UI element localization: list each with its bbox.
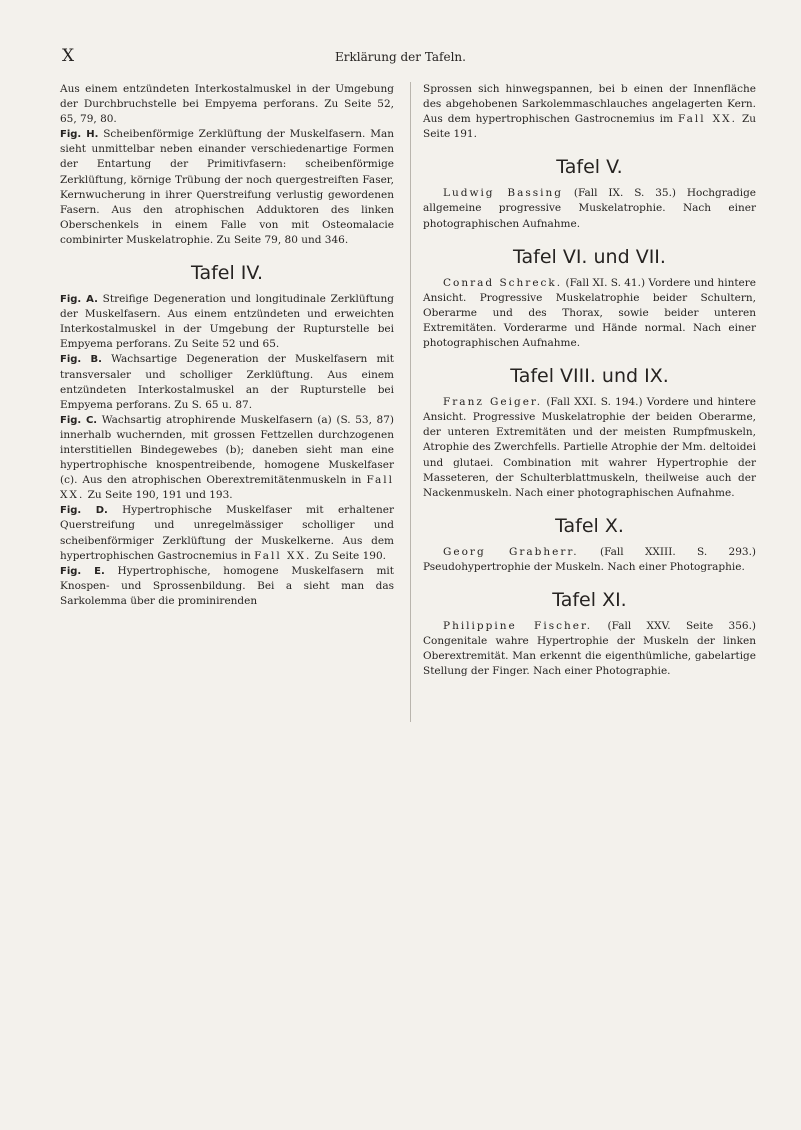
fig-a-text: Streifige Degeneration und longitudinale Zerklüftung der Muskelfasern. Aus einem entzündeten und erweichten Interkostalmuskel in der Umgebung der Rupturstelle bei Empyema perforans. Zu Seite 52 und 65.: [60, 293, 394, 351]
tafel-vi-vii-text: (Fall XI. S. 41.) Vordere und hintere Ansicht. Progressive Muskelatrophie beider Schultern, Oberarme und des Thorax, sowie beider unteren Extremitäten. Vorderarme und Hände normal. Nach einer photographischen Aufnahme.: [423, 276, 756, 350]
continuation-text: Sprossen sich hinwegspannen, bei b einen der Innenfläche des abgehobenen Sarkolemmaschlauches angelagerten Kern. Aus dem hypertrophischen Gastrocnemius im: [423, 83, 756, 126]
fig-b-entry: [60, 352, 394, 412]
tafel-v-text: (Fall IX. S. 35.) Hochgradige allgemeine progressive Muskelatrophie. Nach einer photographischen Aufnahme.: [423, 187, 756, 230]
tafel-viii-ix-text: (Fall XXI. S. 194.) Vordere und hintere Ansicht. Progressive Muskelatrophie der beiden Oberarme, der unteren Extremitäten und der meisten Rumpfmuskeln, Atrophie des Zwerchfells. Partielle Atrophie der Mm. deltoidei und glutaei. Combination mit wahrer Hypertrophie der Masseteren, der Schulterblattmuskeln, theilweise auch der Nackenmuskeln. Nach einer photographischen Aufnahme.: [423, 396, 757, 499]
tafel-vi-vii-name: Conrad Schreck.: [443, 276, 563, 289]
tafel-viii-ix-name: Franz Geiger.: [443, 396, 543, 409]
tafel-xi-text: (Fall XXV. Seite 356.) Congenitale wahre Hypertrophie der Muskeln der linken Oberextremität. Man erkennt die eigenthümliche, gabelartige Stellung der Finger. Nach einer Photographie.: [423, 619, 757, 678]
continuation-paragraph: [423, 82, 756, 142]
fig-c-pages: Zu Seite 190, 191 und 193.: [87, 489, 233, 502]
tafel-x-text: (Fall XXIII. S. 293.) Pseudohypertrophie der Muskeln. Nach einer Photographie.: [423, 545, 757, 573]
fig-d-text: Hypertrophische Muskelfaser mit erhaltener Querstreifung und unregelmässiger scholliger und scheibenförmiger Zerklüftung der Muskelkerne. Aus dem hypertrophischen Gastrocnemius in: [60, 504, 395, 562]
fig-d-entry: [60, 503, 394, 563]
fig-e-label: Fig. E.: [60, 565, 105, 577]
tafel-vi-vii-entry: [423, 276, 756, 351]
fig-b-text: Wachsartige Degeneration der Muskelfasern mit transversaler und scholliger Zerklüftung. Aus einem entzündeten Interkostalmuskel an der Rupturstelle bei Empyema perforans. Zu S. 65 u. 87.: [60, 353, 394, 411]
fig-b-label: Fig. B.: [60, 354, 102, 366]
tafel-xi-entry: [423, 619, 756, 679]
tafel-xi-heading: Tafel XI.: [552, 588, 627, 611]
tafel-vi-vii-heading: Tafel VI. und VII.: [513, 245, 666, 268]
page-number: X: [62, 46, 75, 66]
fig-a-label: Fig. A.: [60, 294, 98, 306]
fig-d-case: Fall XX.: [254, 549, 312, 562]
fig-e-text: Hypertrophische, homogene Muskelfasern mit Knospen- und Sprossenbildung. Bei a sieht man das Sarkolemma über die prominirenden: [60, 564, 394, 607]
tafel-viii-ix-entry: [423, 395, 756, 501]
tafel-xi-name: Philippine Fischer.: [443, 619, 593, 632]
column-divider: [410, 82, 411, 722]
fig-c-case: Fall XX.: [60, 474, 394, 502]
tafel-v-heading: Tafel V.: [556, 156, 623, 179]
fig-h-label: Fig. H.: [60, 129, 99, 141]
continuation-case: Fall XX.: [678, 113, 737, 126]
fig-c-entry: [60, 413, 394, 504]
fig-a-entry: [60, 292, 394, 352]
fig-c-text: Wachsartig atrophirende Muskelfasern (a) (S. 53, 87) innerhalb wuchernden, mit grossen Fettzellen durchzogenen interstitiellen Bindegewebes (b); daneben sieht man eine hypertrophische knospentreibende, homogene Muskelfaser (c). Aus den atrophischen Oberextremitätenmuskeln in: [60, 413, 394, 487]
fig-h-entry: [60, 127, 394, 248]
tafel-v-entry: [423, 186, 756, 231]
tafel-v-name: Ludwig Bassing: [443, 187, 563, 200]
right-column: [423, 82, 756, 679]
intro-paragraph: Aus einem entzündeten Interkostalmuskel in der Umgebung der Durchbruchstelle bei Empyema perforans. Zu Seite 52, 65, 79, 80.: [60, 83, 394, 126]
tafel-x-name: Georg Grabherr.: [443, 545, 579, 558]
fig-c-label: Fig. C.: [60, 414, 98, 426]
tafel-x-heading: Tafel X.: [555, 514, 624, 537]
tafel-iv-heading: Tafel IV.: [191, 262, 263, 285]
tafel-viii-ix-heading: Tafel VIII. und IX.: [510, 365, 669, 388]
left-column: [60, 82, 394, 609]
fig-d-pages: Zu Seite 190.: [314, 549, 386, 562]
fig-h-text: Scheibenförmige Zerklüftung der Muskelfasern. Man sieht unmittelbar neben einander verschiedenartige Formen der Entartung der Primitivfasern: scheibenförmige Zerklüftung, körnige Trübung der noch quergestreiften Faser, Kernwucherung in ihrer Querstreifung verlustig gewordenen Fasern. Aus den atrophischen Adduktoren des linken Oberschenkels in einem Falle von mit Osteomalacie combinirter Muskelatrophie. Zu Seite 79, 80 und 346.: [60, 128, 394, 246]
tafel-x-entry: [423, 545, 756, 575]
continuation-pages: Zu Seite 191.: [423, 113, 756, 141]
fig-e-entry: [60, 564, 394, 609]
running-title: Erklärung der Tafeln.: [335, 50, 466, 64]
fig-d-label: Fig. D.: [60, 505, 108, 517]
